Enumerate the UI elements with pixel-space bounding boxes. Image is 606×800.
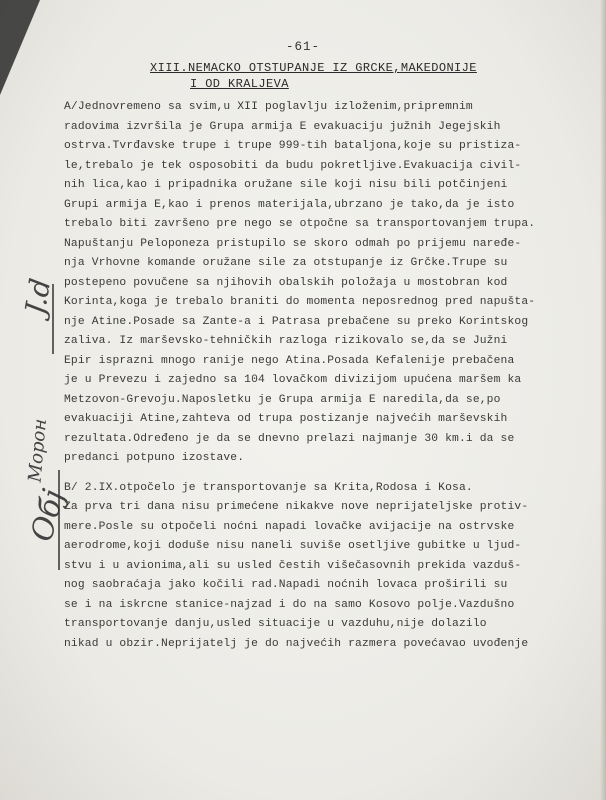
handwritten-margin-note: Обј — [24, 485, 72, 546]
paragraph — [64, 479, 604, 655]
text-line: aerodrome,koji doduše nisu naneli suviše osetljive gubitke u ljud- — [64, 540, 522, 552]
text-line: stvu i u avionima,ali su usled čestih višečasovnih prekida vazduš- — [64, 559, 522, 572]
margin-bracket — [52, 284, 54, 354]
text-line: Metzovon-Grevoju.Naposletku je Grupa armija E naredila,da se,po — [64, 393, 501, 406]
text-line: radovima izvršila je Grupa armija E evakuaciju južnih Jegejskih — [64, 120, 501, 133]
text-line: nje Atine.Posade sa Zante-a i Patrasa prebačene su preko Korintskog — [64, 315, 529, 328]
text-line: Napuštanju Peloponeza pristupilo se skoro odmah po prijemu naređe- — [64, 237, 522, 250]
text-line: zaliva. Iz marševsko-tehničkih razloga rizikovalo se,da se Južni — [64, 335, 508, 347]
paragraph — [64, 98, 604, 469]
chapter-title-line-1: XIII.NEMACKO OTSTUPANJE IZ GRCKE,MAKEDONIJE — [150, 61, 477, 75]
chapter-title-line-2: I OD KRALJEVA — [190, 77, 289, 91]
text-line: Korinta,koga je trebalo braniti do momenta neposrednog pred napušta- — [64, 296, 536, 308]
text-line: je u Prevezu i zajedno sa 104 lovačkom divizijom upućena maršem ka — [64, 374, 522, 386]
text-line: Grupi armija E,kao i prenos materijala,ubrzano je tako,da je isto — [64, 198, 515, 211]
text-line: postepeno povučene sa njihovih obalskih položaja u mostobran kod — [64, 276, 508, 289]
page-number: -61- — [285, 40, 320, 54]
text-line: Za prva tri dana nisu primećene nikakve nove neprijateljske protiv- — [64, 501, 529, 513]
body-text — [64, 98, 604, 654]
handwritten-margin-note: J.d — [18, 275, 58, 318]
text-line: trebalo biti završeno pre nego se otpočne sa transportovanjem trupa. — [64, 218, 536, 230]
text-line: se i na iskrcne stanice-najzad i do na samo Kosovo polje.Vazdušno — [64, 598, 515, 611]
text-line: A/Jednovremeno sa svim,u XII poglavlju izloženim,pripremnim — [64, 101, 473, 113]
text-line: transportovanje danju,usled situacije u vazduhu,nije dolazilo — [64, 618, 487, 630]
text-line: Epir isprazni mnogo ranije nego Atina.Posada Kefalenije prebačena — [64, 354, 515, 367]
text-line: evakuaciji Atine,zahteva od trupa postizanje najvećih marševskih — [64, 413, 508, 425]
text-line: rezultata.Određeno je da se dnevno prelazi najmanje 30 km.i da se — [64, 432, 515, 445]
chapter-title — [150, 60, 530, 92]
text-line: mere.Posle su otpočeli noćni napadi lovačke avijacije na ostrvske — [64, 520, 515, 533]
text-line: nog saobraćaja jako kočili rad.Napadi noćnih lovaca proširili su — [64, 579, 508, 591]
handwritten-margin-note: Морон — [24, 417, 51, 484]
text-line: predanci potpuno izostave. — [64, 452, 245, 464]
text-line: nih lica,kao i pripadnika oružane sile koji nisu bili potčinjeni — [64, 179, 508, 191]
text-line: nja Vrhovne komande oružane sile za otstupanje iz Grčke.Trupe su — [64, 257, 508, 269]
text-line: B/ 2.IX.otpočelo je transportovanje sa Krita,Rodosa i Kosa. — [64, 481, 473, 494]
text-line: nikad u obzir.Neprijatelj je do najvećih razmera povećavao uvođenje — [64, 637, 529, 650]
text-line: ostrva.Tvrđavske trupe i trupe 999-tih bataljona,koje su pristiza- — [64, 140, 522, 152]
text-line: le,trebalo je tek osposobiti da budu pokretljive.Evakuacija civil- — [64, 159, 522, 172]
margin-bracket — [58, 470, 60, 570]
paragraph-gap — [64, 469, 604, 479]
